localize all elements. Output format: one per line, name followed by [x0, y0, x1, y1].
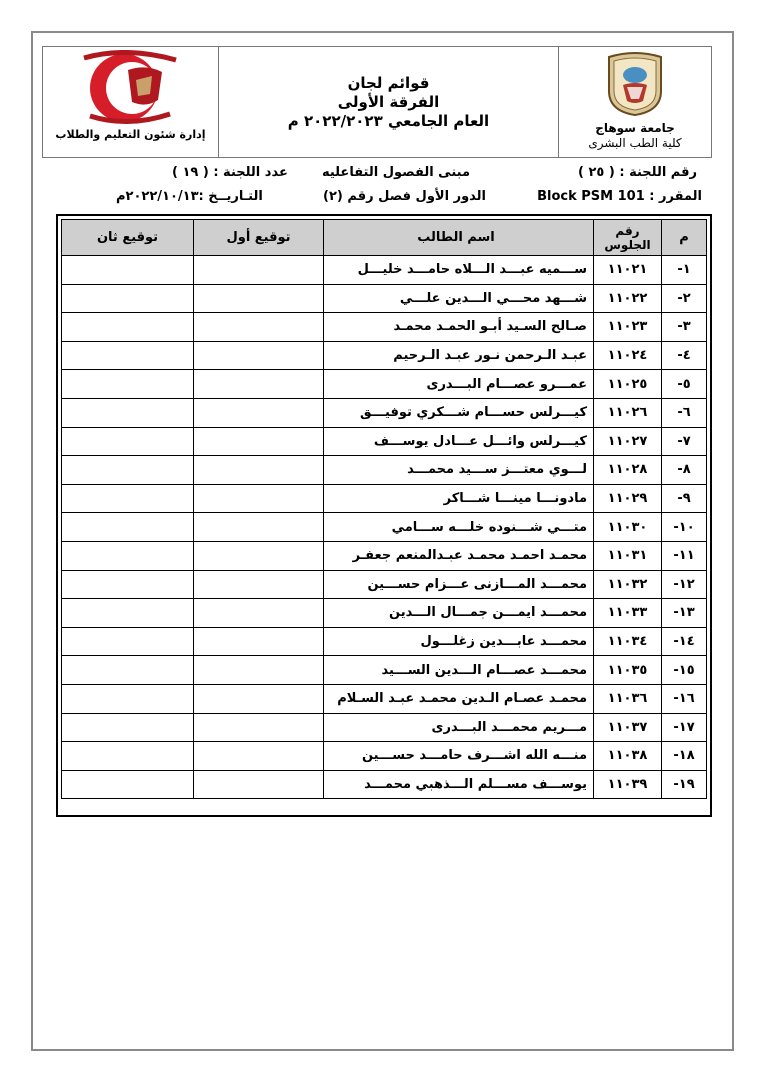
- first-signature-cell: [194, 313, 324, 342]
- seat-number: ١١٠٣٩: [594, 770, 662, 799]
- student-name: محمـد احمـد محمـد عبـدالمنعم جعفـر: [324, 541, 594, 570]
- table-row: [62, 398, 707, 427]
- seat-number: ١١٠٣٣: [594, 599, 662, 628]
- seat-number: ١١٠٢٣: [594, 313, 662, 342]
- second-signature-cell: [62, 484, 194, 513]
- second-signature-cell: [62, 541, 194, 570]
- second-signature-cell: [62, 713, 194, 742]
- university-block: [558, 47, 711, 157]
- first-signature-cell: [194, 370, 324, 399]
- row-number: ١٨-: [662, 742, 707, 771]
- first-signature-cell: [194, 627, 324, 656]
- student-name: مادونـــا مينـــا شـــاكر: [324, 484, 594, 513]
- second-signature-cell: [62, 341, 194, 370]
- student-name: ســـميه عبـــد الـــلاه حامـــد خليـــل: [324, 256, 594, 285]
- row-number: ٣-: [662, 313, 707, 342]
- exam-date: التـاريــخ :٢٠٢٢/١٠/١٣م: [116, 189, 263, 204]
- student-name: عمـــرو عصـــام البـــدرى: [324, 370, 594, 399]
- second-signature-cell: [62, 370, 194, 399]
- second-signature-cell: [62, 627, 194, 656]
- row-number: ٤-: [662, 341, 707, 370]
- students-table: [56, 214, 712, 817]
- seat-number: ١١٠٣٦: [594, 684, 662, 713]
- row-number: ١٥-: [662, 656, 707, 685]
- table-row: [62, 513, 707, 542]
- second-signature-cell: [62, 398, 194, 427]
- seat-number: ١١٠٣٠: [594, 513, 662, 542]
- student-name: صـالح السـيد أبـو الحمـد محمـد: [324, 313, 594, 342]
- student-name: عبـد الـرحمن نـور عبـد الـرحيم: [324, 341, 594, 370]
- table-row: [62, 284, 707, 313]
- faculty-name: كلية الطب البشرى: [588, 136, 682, 150]
- seat-number: ١١٠٢٦: [594, 398, 662, 427]
- row-number: ٨-: [662, 456, 707, 485]
- second-signature-cell: [62, 742, 194, 771]
- table-row: [62, 370, 707, 399]
- table-row: [62, 599, 707, 628]
- student-name: مـــريم محمـــد البـــدرى: [324, 713, 594, 742]
- department-name: إدارة شئون التعليم والطلاب: [55, 128, 206, 141]
- first-signature-cell: [194, 456, 324, 485]
- first-signature-cell: [194, 541, 324, 570]
- first-signature-cell: [194, 684, 324, 713]
- student-name: كيـــرلس حســـام شـــكري توفيـــق: [324, 398, 594, 427]
- seat-number: ١١٠٢١: [594, 256, 662, 285]
- student-name: كيـــرلس وائـــل عـــادل يوســـف: [324, 427, 594, 456]
- student-name: شـــهد محـــي الـــدين علـــي: [324, 284, 594, 313]
- seat-number: ١١٠٣٤: [594, 627, 662, 656]
- row-number: ١١-: [662, 541, 707, 570]
- second-signature-cell: [62, 456, 194, 485]
- seat-number: ١١٠٢٥: [594, 370, 662, 399]
- row-number: ٩-: [662, 484, 707, 513]
- header-name: اسم الطالب: [324, 220, 594, 256]
- table-header-row: [62, 220, 707, 256]
- first-signature-cell: [194, 599, 324, 628]
- row-number: ١٢-: [662, 570, 707, 599]
- row-number: ١٠-: [662, 513, 707, 542]
- faculty-seal-icon: [603, 51, 667, 117]
- second-signature-cell: [62, 313, 194, 342]
- university-name: جامعة سوهاج: [595, 121, 675, 135]
- course-code: المقرر : Block PSM 101: [537, 189, 702, 204]
- table-row: [62, 713, 707, 742]
- seat-number: ١١٠٣٢: [594, 570, 662, 599]
- first-signature-cell: [194, 742, 324, 771]
- table-row: [62, 427, 707, 456]
- seat-number: ١١٠٣٨: [594, 742, 662, 771]
- table-row: [62, 742, 707, 771]
- second-signature-cell: [62, 427, 194, 456]
- first-signature-cell: [194, 284, 324, 313]
- first-signature-cell: [194, 256, 324, 285]
- student-name: محمـــد ايمـــن جمـــال الـــدين: [324, 599, 594, 628]
- second-signature-cell: [62, 256, 194, 285]
- table-row: [62, 627, 707, 656]
- seat-number: ١١٠٢٢: [594, 284, 662, 313]
- second-signature-cell: [62, 513, 194, 542]
- header-seat: رقم الجلوس: [594, 220, 662, 256]
- table-row: [62, 313, 707, 342]
- header-num: م: [662, 220, 707, 256]
- title-line-3: العام الجامعي ٢٠٢٢/٢٠٢٣ م: [287, 111, 490, 130]
- seat-number: ١١٠٢٤: [594, 341, 662, 370]
- second-signature-cell: [62, 570, 194, 599]
- title-block: [218, 47, 558, 157]
- department-block: [43, 47, 218, 157]
- row-number: ١٣-: [662, 599, 707, 628]
- seat-number: ١١٠٢٧: [594, 427, 662, 456]
- student-name: لـــوي معتـــز ســـيد محمـــد: [324, 456, 594, 485]
- first-signature-cell: [194, 341, 324, 370]
- table-row: [62, 484, 707, 513]
- table-row: [62, 256, 707, 285]
- table-row: [62, 684, 707, 713]
- second-signature-cell: [62, 284, 194, 313]
- student-name: منـــه الله اشـــرف حامـــد حســـين: [324, 742, 594, 771]
- exam-round: الدور الأول فصل رقم (٢): [323, 189, 486, 204]
- document-header: [42, 46, 712, 158]
- second-signature-cell: [62, 684, 194, 713]
- row-number: ١-: [662, 256, 707, 285]
- first-signature-cell: [194, 427, 324, 456]
- seat-number: ١١٠٣١: [594, 541, 662, 570]
- table-row: [62, 541, 707, 570]
- second-signature-cell: [62, 599, 194, 628]
- seat-number: ١١٠٣٥: [594, 656, 662, 685]
- row-number: ٥-: [662, 370, 707, 399]
- row-number: ١٦-: [662, 684, 707, 713]
- student-name: محمـــد عصـــام الـــدين الســـيد: [324, 656, 594, 685]
- table-row: [62, 570, 707, 599]
- first-signature-cell: [194, 398, 324, 427]
- committee-number: رقم اللجنة : ( ٢٥ ): [578, 165, 697, 180]
- row-number: ٦-: [662, 398, 707, 427]
- title-line-1: قوائم لجان: [347, 73, 430, 92]
- table-row: [62, 656, 707, 685]
- faculty-logo-icon: [66, 50, 196, 126]
- student-name: متـــي شـــنوده خلـــه ســـامي: [324, 513, 594, 542]
- table-row: [62, 341, 707, 370]
- first-signature-cell: [194, 484, 324, 513]
- first-signature-cell: [194, 713, 324, 742]
- second-signature-cell: [62, 656, 194, 685]
- header-sig1: توقيع أول: [194, 220, 324, 256]
- seat-number: ١١٠٢٩: [594, 484, 662, 513]
- student-name: محمـــد عابـــدين زغلـــول: [324, 627, 594, 656]
- seat-number: ١١٠٢٨: [594, 456, 662, 485]
- student-name: يوســـف مســـلم الـــذهبي محمـــد: [324, 770, 594, 799]
- second-signature-cell: [62, 770, 194, 799]
- row-number: ١٧-: [662, 713, 707, 742]
- first-signature-cell: [194, 656, 324, 685]
- row-number: ١٤-: [662, 627, 707, 656]
- student-name: محمـــد المـــازنى عـــزام حســـين: [324, 570, 594, 599]
- first-signature-cell: [194, 570, 324, 599]
- building-name: مبنى الفصول التفاعليه: [321, 165, 470, 180]
- row-number: ١٩-: [662, 770, 707, 799]
- table-row: [62, 456, 707, 485]
- committee-count: عدد اللجنة : ( ١٩ ): [172, 165, 288, 180]
- row-number: ٢-: [662, 284, 707, 313]
- row-number: ٧-: [662, 427, 707, 456]
- seat-number: ١١٠٣٧: [594, 713, 662, 742]
- first-signature-cell: [194, 513, 324, 542]
- first-signature-cell: [194, 770, 324, 799]
- header-sig2: توقيع ثان: [62, 220, 194, 256]
- title-line-2: الفرقة الأولى: [337, 92, 440, 111]
- table-row: [62, 770, 707, 799]
- student-name: محمـد عصـام الـدين محمـد عبـد السـلام: [324, 684, 594, 713]
